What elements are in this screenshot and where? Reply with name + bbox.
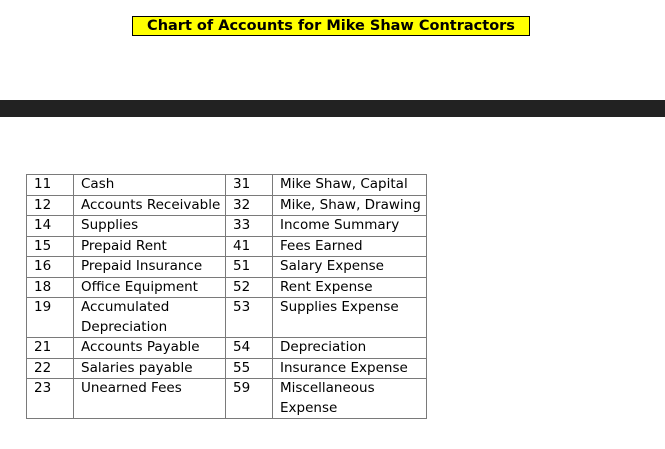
table-row xyxy=(27,216,427,237)
account-number: 12 xyxy=(27,195,74,216)
account-number: 14 xyxy=(27,216,74,237)
account-name: Miscellaneous Expense xyxy=(273,379,427,419)
table-row xyxy=(27,298,427,338)
account-name: Supplies xyxy=(74,216,226,237)
account-number: 53 xyxy=(226,298,273,338)
table-row xyxy=(27,175,427,196)
account-number: 22 xyxy=(27,358,74,379)
account-name: Salaries payable xyxy=(74,358,226,379)
account-number: 16 xyxy=(27,257,74,278)
account-name: Accounts Payable xyxy=(74,338,226,359)
account-number: 59 xyxy=(226,379,273,419)
account-name: Rent Expense xyxy=(273,277,427,298)
account-number: 51 xyxy=(226,257,273,278)
account-name: Prepaid Rent xyxy=(74,236,226,257)
table-row xyxy=(27,338,427,359)
chart-of-accounts-table xyxy=(26,174,427,419)
account-number: 32 xyxy=(226,195,273,216)
account-name: Accumulated Depreciation xyxy=(74,298,226,338)
divider-bar xyxy=(0,100,665,117)
account-name: Insurance Expense xyxy=(273,358,427,379)
table-row xyxy=(27,277,427,298)
account-number: 11 xyxy=(27,175,74,196)
account-number: 41 xyxy=(226,236,273,257)
account-name: Accounts Receivable xyxy=(74,195,226,216)
account-number: 21 xyxy=(27,338,74,359)
account-number: 33 xyxy=(226,216,273,237)
account-name: Cash xyxy=(74,175,226,196)
account-number: 19 xyxy=(27,298,74,338)
account-name: Salary Expense xyxy=(273,257,427,278)
account-name: Office Equipment xyxy=(74,277,226,298)
account-name: Supplies Expense xyxy=(273,298,427,338)
account-name: Prepaid Insurance xyxy=(74,257,226,278)
account-number: 18 xyxy=(27,277,74,298)
account-name: Mike Shaw, Capital xyxy=(273,175,427,196)
table-row xyxy=(27,195,427,216)
table-row xyxy=(27,257,427,278)
page-title: Chart of Accounts for Mike Shaw Contractors xyxy=(132,16,530,36)
account-number: 52 xyxy=(226,277,273,298)
account-number: 54 xyxy=(226,338,273,359)
account-name: Mike, Shaw, Drawing xyxy=(273,195,427,216)
table-row xyxy=(27,379,427,419)
table-row xyxy=(27,358,427,379)
account-name: Unearned Fees xyxy=(74,379,226,419)
account-name: Depreciation xyxy=(273,338,427,359)
account-name: Fees Earned xyxy=(273,236,427,257)
table-row xyxy=(27,236,427,257)
account-number: 15 xyxy=(27,236,74,257)
account-number: 31 xyxy=(226,175,273,196)
account-number: 55 xyxy=(226,358,273,379)
account-name: Income Summary xyxy=(273,216,427,237)
account-number: 23 xyxy=(27,379,74,419)
